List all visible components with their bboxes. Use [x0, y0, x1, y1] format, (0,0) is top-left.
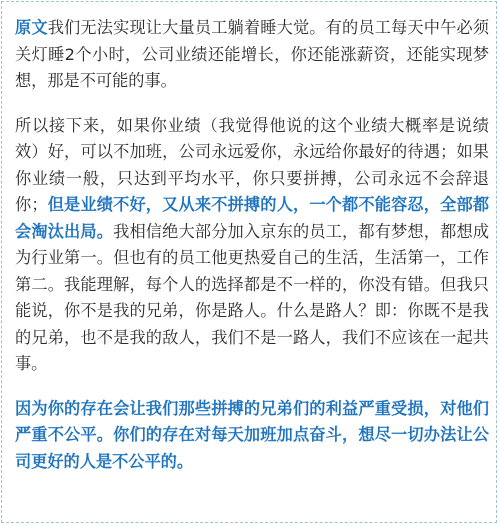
paragraph-performance-text-after: 我相信绝大部分加入京东的员工，都有梦想，都想成为行业第一。但也有的员工他更热爱自己的生活，生活第一，工作第二。我能理解，每个人的选择都是不一样的，你没有错。但我只能说，你不是我的兄弟，你是路人。什么是路人？即：你既不是我的兄弟，也不是我的敌人，我们不是一路人，我们不应该在一起共事。	[15, 221, 490, 373]
paragraph-original	[15, 15, 489, 95]
article-content	[15, 15, 489, 475]
paragraph-conclusion: 因为你的存在会让我们那些拼搏的兄弟们的利益严重受损，对他们严重不公平。你们的存在对每天加班加点奋斗，想尽一切办法让公司更好的人是不公平的。	[15, 398, 489, 471]
paragraph-performance-text-before: 所以接下来，如果你业绩（我觉得他说的这个业绩大概率是说绩效）好，可以不加班，公司永远爱你，永远给你最好的待遇；如果你业绩一般，只达到平均水平，你只要拼搏，公司永远不会辞退你；	[15, 115, 489, 214]
paragraph-performance-highlight: 但是业绩不好，又从来不拼搏的人，一个都不能容忍，全部都会淘汰出局。	[15, 195, 490, 241]
quote-frame	[1, 1, 497, 523]
original-label: 原文	[15, 18, 48, 37]
paragraph-performance	[15, 113, 489, 378]
paragraph-original-text: 我们无法实现让大量员工躺着睡大觉。有的员工每天中午必须关灯睡2个小时，公司业绩还能增长，你还能涨薪资，还能实现梦想，那是不可能的事。	[15, 18, 490, 90]
